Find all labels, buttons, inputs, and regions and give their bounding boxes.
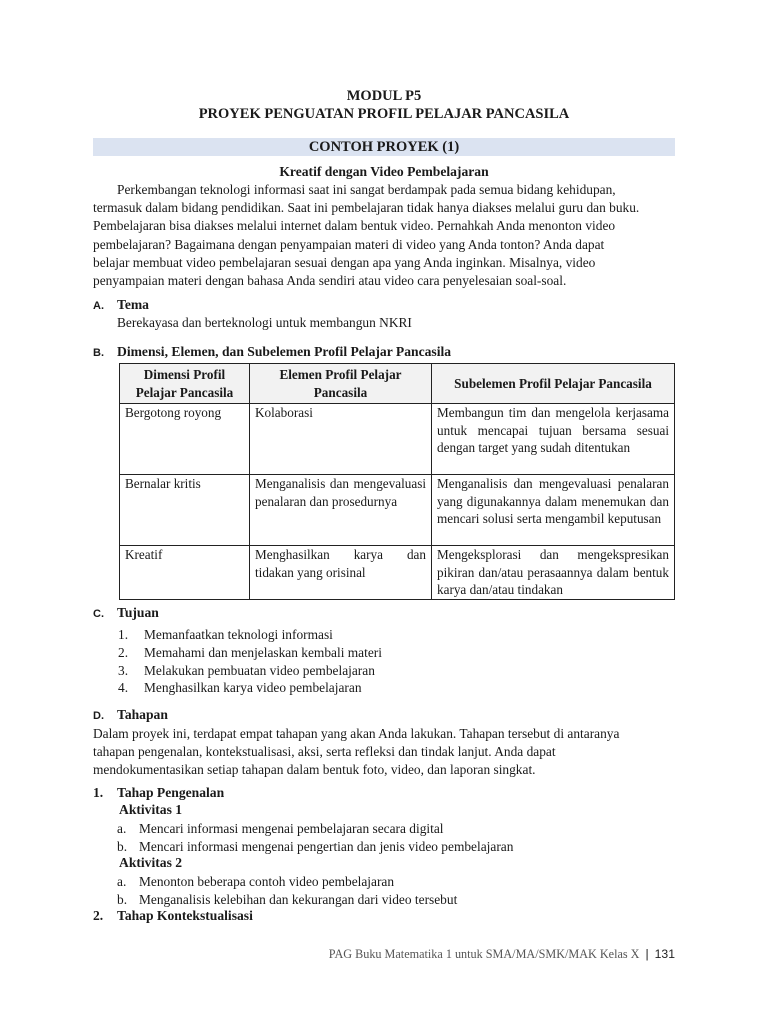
header-text: Dimensi Profil: [143, 367, 226, 382]
section-title: Tahapan: [117, 707, 168, 722]
cell-dimensi: Bergotong royong: [120, 404, 250, 475]
cell-subelemen: Mengeksplorasi dan mengekspresikan pikiran dan/atau perasaannya dalam bentuk karya dan/atau tindakan: [432, 546, 675, 600]
example-banner: CONTOH PROYEK (1): [93, 138, 675, 156]
header-text: Pancasila: [313, 384, 368, 400]
cell-elemen: Kolaborasi: [250, 404, 432, 475]
intro-line: termasuk dalam bidang pendidikan. Saat ini pembelajaran tidak hanya diakses melalui guru dan buku.: [93, 200, 640, 216]
list-item: [117, 891, 457, 909]
section-d-heading: [93, 707, 168, 723]
section-letter: D.: [93, 710, 104, 722]
page-number: 131: [654, 947, 675, 961]
list-text: Mencari informasi mengenai pengertian dan jenis video pembelajaran: [139, 838, 514, 854]
page-footer: [329, 947, 675, 962]
list-item: [118, 626, 382, 644]
header-elemen: [250, 364, 432, 404]
profile-table: [119, 363, 675, 600]
step-1-heading: [93, 785, 224, 801]
cell-elemen: Menghasilkan karya dan tidakan yang orisinal: [250, 546, 432, 600]
section-b-heading: [93, 344, 451, 360]
tema-text: Berekayasa dan berteknologi untuk membangun NKRI: [117, 315, 412, 330]
step-number: 1.: [93, 785, 104, 800]
list-text: Mencari informasi mengenai pembelajaran secara digital: [139, 821, 444, 836]
header-text: Pelajar Pancasila: [135, 384, 234, 400]
project-title: Kreatif dengan Video Pembelajaran: [279, 164, 489, 179]
cell-dimensi: Kreatif: [120, 546, 250, 600]
aktivitas-2-title: Aktivitas 2: [119, 855, 183, 870]
tujuan-list: [118, 626, 382, 697]
section-title: Tema: [117, 297, 149, 312]
section-letter: C.: [93, 608, 104, 620]
cell-elemen: Menganalisis dan mengevaluasi penalaran dan prosedurnya: [250, 475, 432, 546]
module-subtitle: PROYEK PENGUATAN PROFIL PELAJAR PANCASILA: [198, 106, 570, 122]
table-row: [120, 546, 675, 600]
list-text: Memanfaatkan teknologi informasi: [144, 627, 333, 642]
intro-line: penyampaian materi dengan bahasa Anda sendiri atau video cara penyelesaian soal-soal.: [93, 273, 567, 289]
step-2-heading: [93, 908, 253, 924]
intro-paragraph: [93, 181, 675, 290]
list-item: [117, 873, 457, 891]
intro-line: Perkembangan teknologi informasi saat ini sangat berdampak pada semua bidang kehidupan,: [117, 182, 616, 197]
section-a-heading: [93, 297, 149, 313]
list-item: [118, 644, 382, 662]
list-item: [117, 820, 513, 838]
list-text: Menonton beberapa contoh video pembelajaran: [139, 874, 395, 889]
section-c-heading: [93, 605, 159, 621]
section-title: Dimensi, Elemen, dan Subelemen Profil Pelajar Pancasila: [117, 344, 452, 359]
cell-subelemen: Menganalisis dan mengevaluasi penalaran yang digunakannya dalam menemukan dan mencari solusi serta mengambil keputusan: [432, 475, 675, 546]
list-number: 1.: [118, 627, 129, 642]
table-row: [120, 475, 675, 546]
list-item: [117, 838, 513, 856]
aktivitas-1-title: Aktivitas 1: [119, 802, 183, 817]
step-title: Tahap Pengenalan: [117, 785, 225, 800]
footer-separator: |: [645, 947, 649, 961]
tahapan-line: Dalam proyek ini, terdapat empat tahapan yang akan Anda lakukan. Tahapan tersebut di antaranya: [93, 726, 620, 741]
header-dimensi: [120, 364, 250, 404]
section-title: Tujuan: [117, 605, 159, 620]
header-subelemen: Subelemen Profil Pelajar Pancasila: [432, 364, 675, 404]
footer-book-title: PAG Buku Matematika 1 untuk SMA/MA/SMK/MAK Kelas X: [328, 947, 640, 961]
list-text: Memahami dan menjelaskan kembali materi: [144, 644, 382, 660]
module-title: MODUL P5: [346, 88, 422, 104]
intro-line: belajar membuat video pembelajaran sesuai dengan apa yang Anda inginkan. Misalnya, video: [93, 254, 596, 270]
tahapan-line: tahapan pengenalan, kontekstualisasi, aksi, serta refleksi dan tindak lanjut. Anda dapat: [93, 744, 556, 760]
header-text: Elemen Profil Pelajar: [279, 367, 402, 382]
list-number: 3.: [118, 662, 129, 678]
tahapan-line: mendokumentasikan setiap tahapan dalam bentuk foto, video, dan laporan singkat.: [93, 762, 536, 778]
list-text: Melakukan pembuatan video pembelajaran: [144, 662, 375, 678]
list-letter: b.: [117, 838, 128, 854]
step-title: Tahap Kontekstualisasi: [117, 908, 253, 923]
list-item: [118, 662, 382, 680]
list-number: 2.: [118, 644, 129, 660]
intro-line: Pembelajaran bisa diakses melalui internet dalam bentuk video. Pernahkah Anda menonton video: [93, 218, 616, 234]
aktivitas-2-list: [117, 873, 457, 909]
cell-subelemen: Membangun tim dan mengelola kerjasama untuk mencapai tujuan bersama sesuai dengan target yang sudah ditentukan: [432, 404, 675, 475]
list-item: [118, 679, 382, 697]
list-letter: b.: [117, 891, 128, 907]
list-text: Menghasilkan karya video pembelajaran: [144, 680, 362, 696]
intro-line: pembelajaran? Bagaimana dengan penyampaian materi di video yang Anda tonton? Anda dapat: [93, 236, 605, 252]
table-row: [120, 404, 675, 475]
list-letter: a.: [117, 874, 127, 889]
section-letter: B.: [93, 347, 104, 359]
cell-dimensi: Bernalar kritis: [120, 475, 250, 546]
list-letter: a.: [117, 821, 127, 836]
step-number: 2.: [93, 908, 104, 923]
list-text: Menganalisis kelebihan dan kekurangan dari video tersebut: [139, 891, 458, 907]
aktivitas-1-list: [117, 820, 513, 856]
table-header-row: [120, 364, 675, 404]
section-letter: A.: [93, 300, 104, 312]
tahapan-paragraph: [93, 725, 675, 780]
list-number: 4.: [118, 680, 129, 696]
